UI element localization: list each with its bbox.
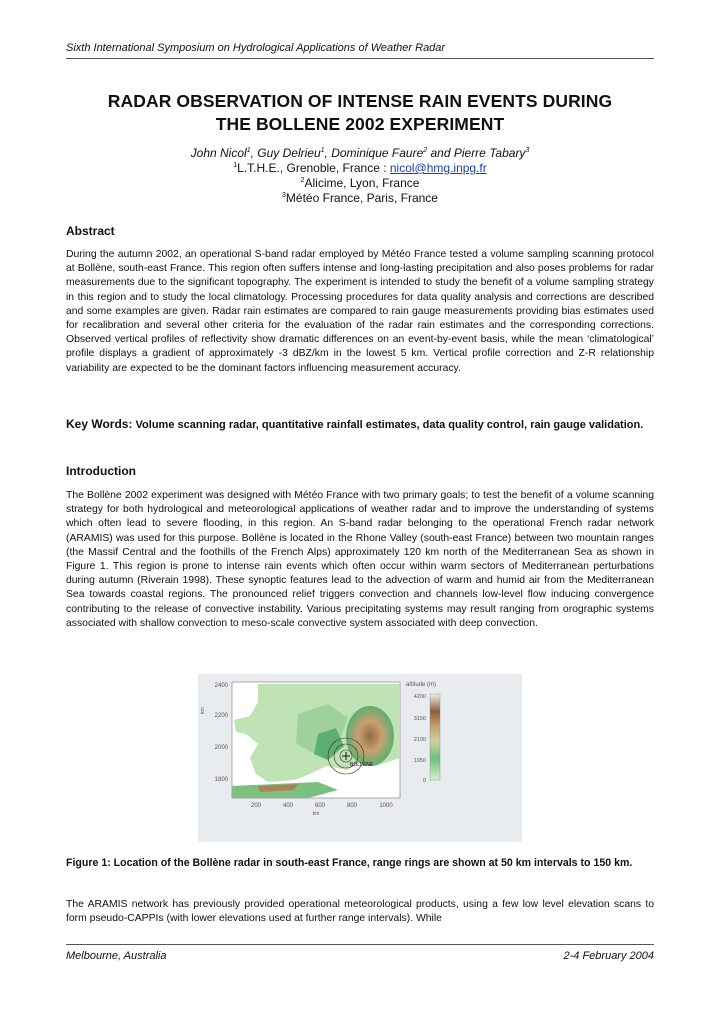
y-tick: 2200 [214, 713, 228, 719]
colorbar [430, 694, 440, 780]
aramis-paragraph: The ARAMIS network has previously provided operational meteorological products, using a few low level elevation scans to form pseudo-CAPPIs (with lower elevations used at further range intervals). While [66, 899, 654, 925]
x-tick: 600 [314, 803, 326, 809]
author-2: , Guy Delrieu [250, 146, 321, 160]
author-block [66, 146, 654, 206]
introduction-text: The Bollène 2002 experiment was designed with Météo France with two primary goals; to test the benefit of a volume scanning strategy for both hydrological and meteorological applications of weather radar and to improve the understanding of systems which often lead to severe flooding, in this region. An S-band radar belonging to the operational French radar network (ARAMIS) was used for this purpose. Bollène is located in the Rhone Valley (south-east France) between two mountain ranges (the Massif Central and the foothills of the French Alps) approximately 120 km north of the Mediterranean Sea as shown in Figure 1. This region is prone to intense rain events which often occur within warm sectors of Mediterranean perturbations during autumn (Riverain 1998). These synoptic features lead to the advection of warm and humid air from the Mediterranean Sea towards coastal regions. The pronounced relief triggers convection and channels low-level flow inducing convergence contributing to the release of convective instability. Various precipitating systems may result ranging from orographic systems associated with shallow convection to meso-scale convective system associated with deep convection. [66, 490, 654, 629]
author-1-sup: 1 [246, 147, 251, 154]
y-tick: 2400 [214, 683, 228, 689]
relief-map [198, 674, 522, 842]
header-rule [66, 58, 654, 59]
footer-rule [66, 944, 654, 945]
affiliation-2: $^2$Alicime, Lyon, France [300, 176, 420, 190]
author-4-sup: 3 [525, 147, 530, 154]
colorbar-title: altitude (m) [406, 682, 437, 688]
keywords [66, 416, 654, 434]
author-4: and Pierre Tabary [427, 146, 526, 160]
colorbar-tick: 3150 [413, 716, 426, 722]
keywords-text: Volume scanning radar, quantitative rainfall estimates, data quality control, rain gauge validation. [132, 419, 644, 431]
running-head: Sixth International Symposium on Hydrological Applications of Weather Radar [66, 42, 446, 54]
colorbar-tick: 1050 [413, 758, 426, 764]
y-tick: 1800 [214, 777, 228, 783]
figure-caption: Figure 1: Location of the Bollène radar in south-east France, range rings are shown at 50 km intervals to 150 km. [66, 857, 633, 869]
author-3: , Dominique Faure [324, 146, 424, 160]
introduction-heading: Introduction [66, 464, 136, 478]
x-tick: 200 [250, 803, 262, 809]
paper-title [66, 90, 654, 136]
radar-label: BOLLENE [350, 762, 374, 768]
y-axis-unit: km [200, 707, 206, 714]
abstract-text: During the autumn 2002, an operational S-band radar employed by Météo France tested a volume sampling scanning protocol at Bollène, south-east France. This region often suffers intense and long-lasting precipitation and also poses problems for radar measurements due to the significant topography. The experiment is intended to study the benefit of a volume sampling strategy in this region and to study the local climatology. Processing procedures for data quality analysis and corrections are described and some examples are given. Radar rain estimates are compared to rain gauge measurements providing bias estimates used for recalibration and several other criteria for the evaluation of the radar rain estimates and the corresponding corrections. Observed vertical profiles of reflectivity show dramatic differences on an event-by-event basis, while the mean ‘climatological’ profile displays a gradient of approximately -3 dBZ/km in the lowest 5 km. Vertical profile correction and Z-R relationship variability are expected to be the dominant factors influencing measurement accuracy. [66, 249, 654, 374]
title-line-1: RADAR OBSERVATION OF INTENSE RAIN EVENTS DURING [107, 91, 613, 111]
alps [346, 706, 394, 766]
author-2-sup: 1 [320, 147, 325, 154]
keywords-label: Key Words: [66, 417, 133, 431]
title-line-2: THE BOLLENE 2002 EXPERIMENT [215, 114, 505, 134]
x-tick: 400 [282, 803, 294, 809]
colorbar-tick: 4200 [413, 694, 426, 700]
affiliation-1: $^1$L.T.H.E., Grenoble, France : nicol@hmg.inpg.fr [233, 161, 487, 175]
footer-date: 2-4 February 2004 [563, 950, 654, 962]
footer-location: Melbourne, Australia [66, 950, 167, 962]
colorbar-tick: 0 [422, 778, 426, 784]
author-3-sup: 2 [423, 147, 428, 154]
y-tick: 2000 [214, 745, 228, 751]
x-tick: 800 [346, 803, 358, 809]
colorbar-tick: 2100 [413, 737, 426, 743]
abstract-heading: Abstract [66, 224, 115, 238]
affiliation-3: $^3$Météo France, Paris, France [282, 191, 438, 205]
email-link[interactable]: nicol@hmg.inpg.fr [389, 161, 487, 175]
x-tick: 1000 [379, 803, 393, 809]
x-axis-unit: km [312, 811, 320, 817]
author-names [66, 146, 654, 161]
figure-1 [198, 674, 522, 842]
author-1: John Nicol [190, 146, 247, 160]
